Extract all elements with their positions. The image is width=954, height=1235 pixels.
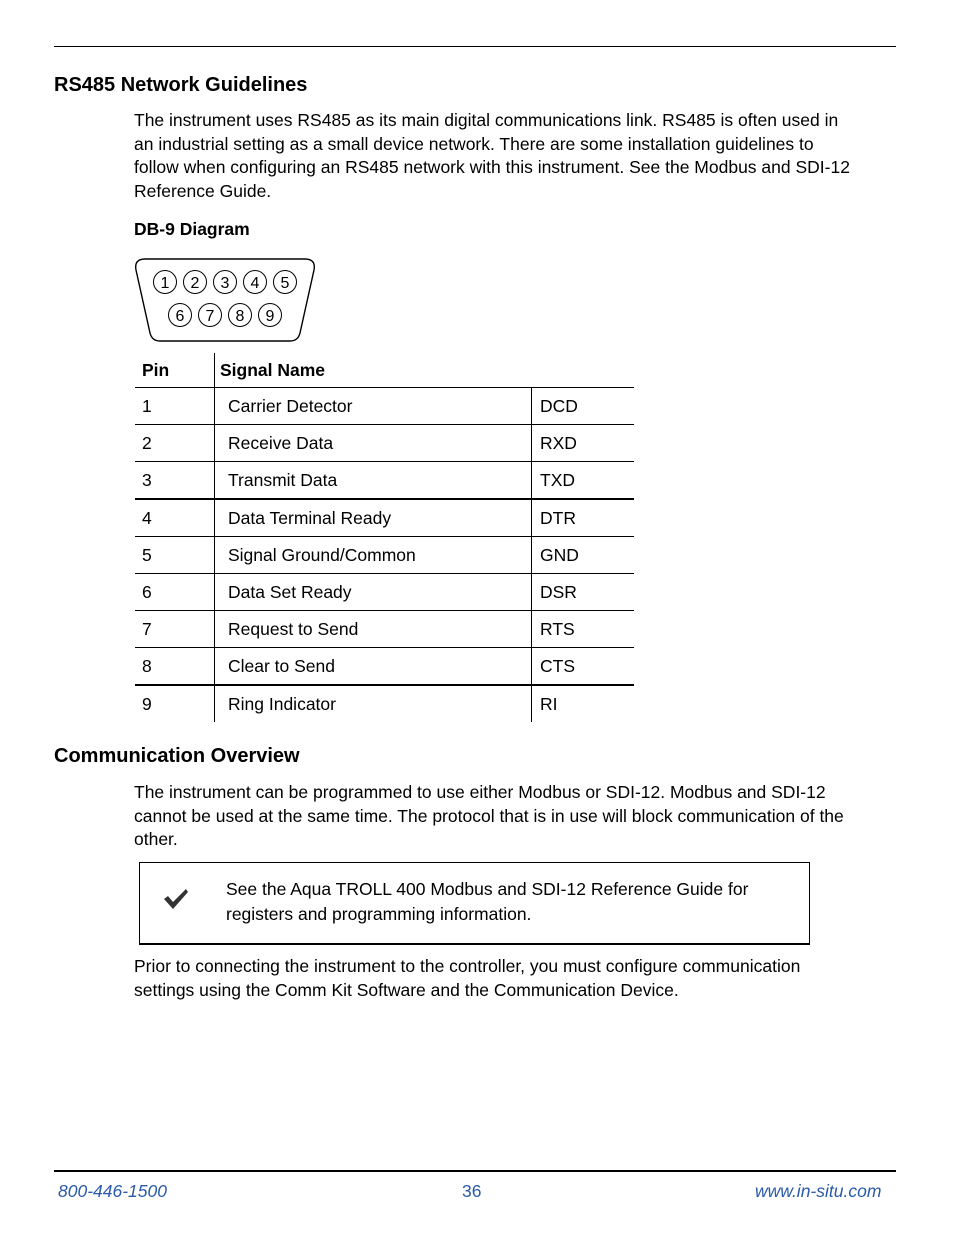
- signal-abbreviation: RXD: [532, 425, 635, 462]
- table-row: [135, 611, 634, 648]
- table-header-row: [135, 353, 634, 388]
- db9-pin-label: 5: [280, 275, 290, 292]
- note-text: See the Aqua TROLL 400 Modbus and SDI-12 Reference Guide for registers and programming information.: [226, 879, 749, 924]
- footer-website-link[interactable]: www.in-situ.com: [755, 1181, 882, 1201]
- db9-diagram-caption: DB-9 Diagram: [134, 219, 250, 239]
- table-row: [135, 388, 634, 425]
- db9-pin-label: 4: [250, 275, 260, 292]
- closing-paragraph: Prior to connecting the instrument to the controller, you must configure communication settings using the Comm Kit Software and the Communication Device.: [134, 956, 801, 1000]
- pin-number: 5: [135, 537, 215, 574]
- table-row: [135, 574, 634, 611]
- db9-pin-label: 7: [205, 308, 215, 325]
- db9-pin-label: 6: [175, 308, 185, 325]
- pin-number: 9: [135, 685, 215, 722]
- signal-abbreviation: DSR: [532, 574, 635, 611]
- signal-name: Ring Indicator: [215, 685, 532, 722]
- signal-name: Request to Send: [215, 611, 532, 648]
- table-row: [135, 462, 634, 500]
- section-title-communication-overview: Communication Overview: [54, 745, 300, 767]
- table-header-pin: Pin: [142, 359, 170, 380]
- signal-abbreviation: DTR: [532, 499, 635, 537]
- signal-abbreviation: TXD: [532, 462, 635, 500]
- footer-phone: 800-446-1500: [58, 1181, 167, 1201]
- signal-abbreviation: CTS: [532, 648, 635, 686]
- pin-signal-table: [135, 353, 634, 722]
- table-row: [135, 537, 634, 574]
- checkmark-icon: [162, 887, 190, 911]
- pin-number: 1: [135, 388, 215, 425]
- pin-number: 4: [135, 499, 215, 537]
- signal-name: Data Set Ready: [215, 574, 532, 611]
- db9-connector-diagram: [133, 256, 319, 346]
- footer-page-number: 36: [462, 1181, 482, 1201]
- db9-connector-outline: [136, 259, 315, 341]
- signal-name: Receive Data: [215, 425, 532, 462]
- table-row: [135, 648, 634, 686]
- db9-pin-label: 3: [220, 275, 230, 292]
- table-row: [135, 685, 634, 722]
- pin-number: 8: [135, 648, 215, 686]
- signal-name: Transmit Data: [215, 462, 532, 500]
- communication-intro-paragraph: The instrument can be programmed to use either Modbus or SDI-12. Modbus and SDI-12 cannot be used at the same time. The protocol that is in use will block communication of the other.: [134, 782, 844, 849]
- pin-number: 7: [135, 611, 215, 648]
- note-box: [139, 862, 810, 945]
- pin-number: 3: [135, 462, 215, 500]
- db9-pin-label: 9: [265, 308, 275, 325]
- table-row: [135, 499, 634, 537]
- pin-number: 2: [135, 425, 215, 462]
- signal-name: Data Terminal Ready: [215, 499, 532, 537]
- footer-rule: [54, 1170, 896, 1172]
- signal-abbreviation: RTS: [532, 611, 635, 648]
- signal-abbreviation: GND: [532, 537, 635, 574]
- table-row: [135, 425, 634, 462]
- signal-name: Clear to Send: [215, 648, 532, 686]
- table-header-signal-name: Signal Name: [215, 353, 635, 388]
- db9-pin-label: 8: [235, 308, 245, 325]
- signal-name: Signal Ground/Common: [215, 537, 532, 574]
- rs485-intro-paragraph: The instrument uses RS485 as its main digital communications link. RS485 is often used in an industrial setting as a small device network. There are some installation guidelines to follow when configuring an RS485 network with this instrument. See the Modbus and SDI-12 Reference Guide.: [134, 110, 850, 201]
- section-title-rs485: RS485 Network Guidelines: [54, 74, 308, 96]
- signal-abbreviation: RI: [532, 685, 635, 722]
- db9-pin-label: 1: [160, 275, 170, 292]
- signal-abbreviation: DCD: [532, 388, 635, 425]
- pin-number: 6: [135, 574, 215, 611]
- header-rule: [54, 46, 896, 47]
- signal-name: Carrier Detector: [215, 388, 532, 425]
- db9-pin-label: 2: [190, 275, 200, 292]
